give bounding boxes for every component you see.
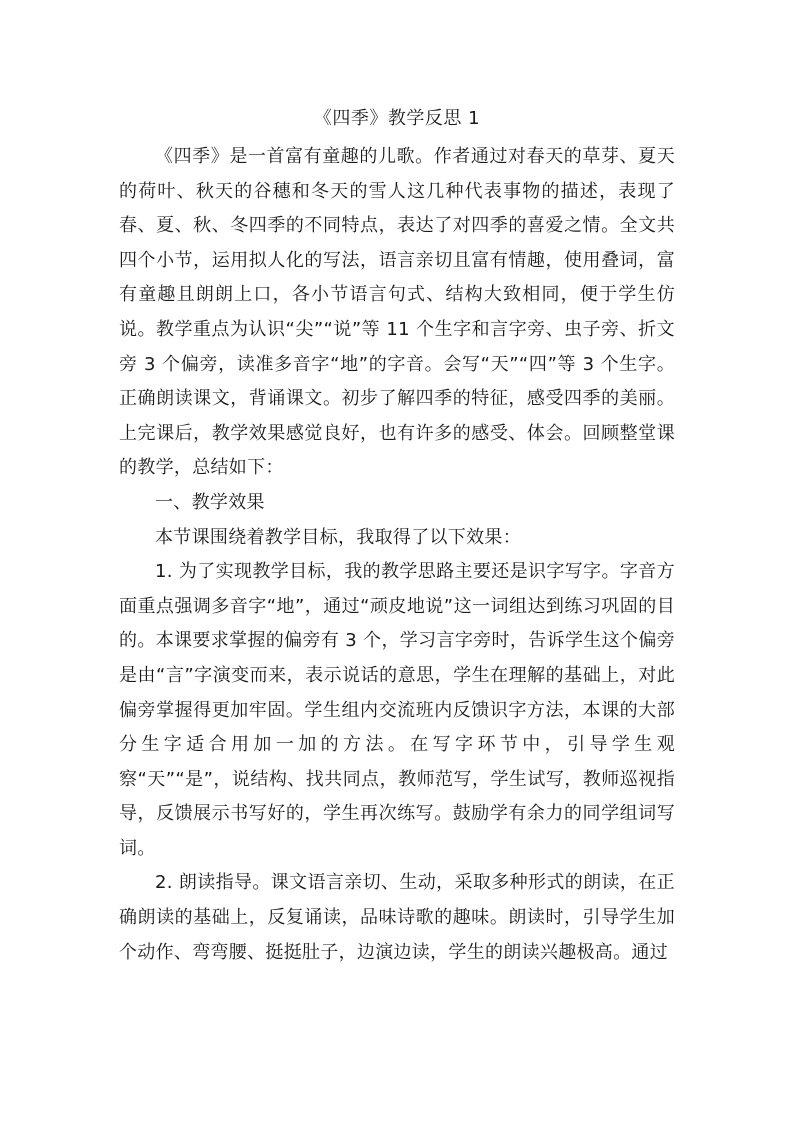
paragraph-point-1: 1. 为了实现教学目标，我的教学思路主要还是识字写字。字音方面重点强调多音字“地”，通过“顽皮地说”这一词组达到练习巩固的目的。本课要求掌握的偏旁有 3 个，学习言字旁时，告诉学生这个偏旁是由“言”字演变而来，表示说话的意思，学生在理解的基础上，对此偏旁掌握得更加牢固。学生组内交流班内反馈识字方法，本课的大部分生字适合用加一加的方法。在写字环节中，引导学生观察“天”“是”，说结构、找共同点，教师范写，学生试写，教师巡视指导，反馈展示书写好的，学生再次练写。鼓励学有余力的同学组词写词。	[119, 561, 675, 859]
paragraph-intro: 《四季》是一首富有童趣的儿歌。作者通过对春天的草芽、夏天的荷叶、秋天的谷穗和冬天的雪人这几种代表事物的描述，表现了春、夏、秋、冬四季的不同特点，表达了对四季的喜爱之情。全文共四个小节，运用拟人化的写法，语言亲切且富有情趣，使用叠词，富有童趣且朗朗上口，各小节语言句式、结构大致相同，便于学生仿说。教学重点为认识“尖”“说”等 11 个生字和言字旁、虫子旁、折文旁 3 个偏旁，读准多音字“地”的字音。会写“天”“四”等 3 个生字。正确朗读课文，背诵课文。初步了解四季的特征，感受四季的美丽。上完课后，教学效果感觉良好，也有许多的感受、体会。回顾整堂课的教学，总结如下：	[119, 146, 675, 479]
document-title: 《四季》教学反思 1	[313, 108, 481, 129]
paragraph-effects-intro: 本节课围绕着教学目标，我取得了以下效果：	[155, 526, 521, 548]
section-heading-teaching-effect: 一、教学效果	[155, 491, 265, 513]
document-body	[119, 140, 675, 970]
paragraph-point-2: 2. 朗读指导。课文语言亲切、生动，采取多种形式的朗读，在正确朗读的基础上，反复诵读，品味诗歌的趣味。朗读时，引导学生加个动作、弯弯腰、挺挺肚子，边演边读，学生的朗读兴趣极高。通过	[119, 872, 675, 963]
